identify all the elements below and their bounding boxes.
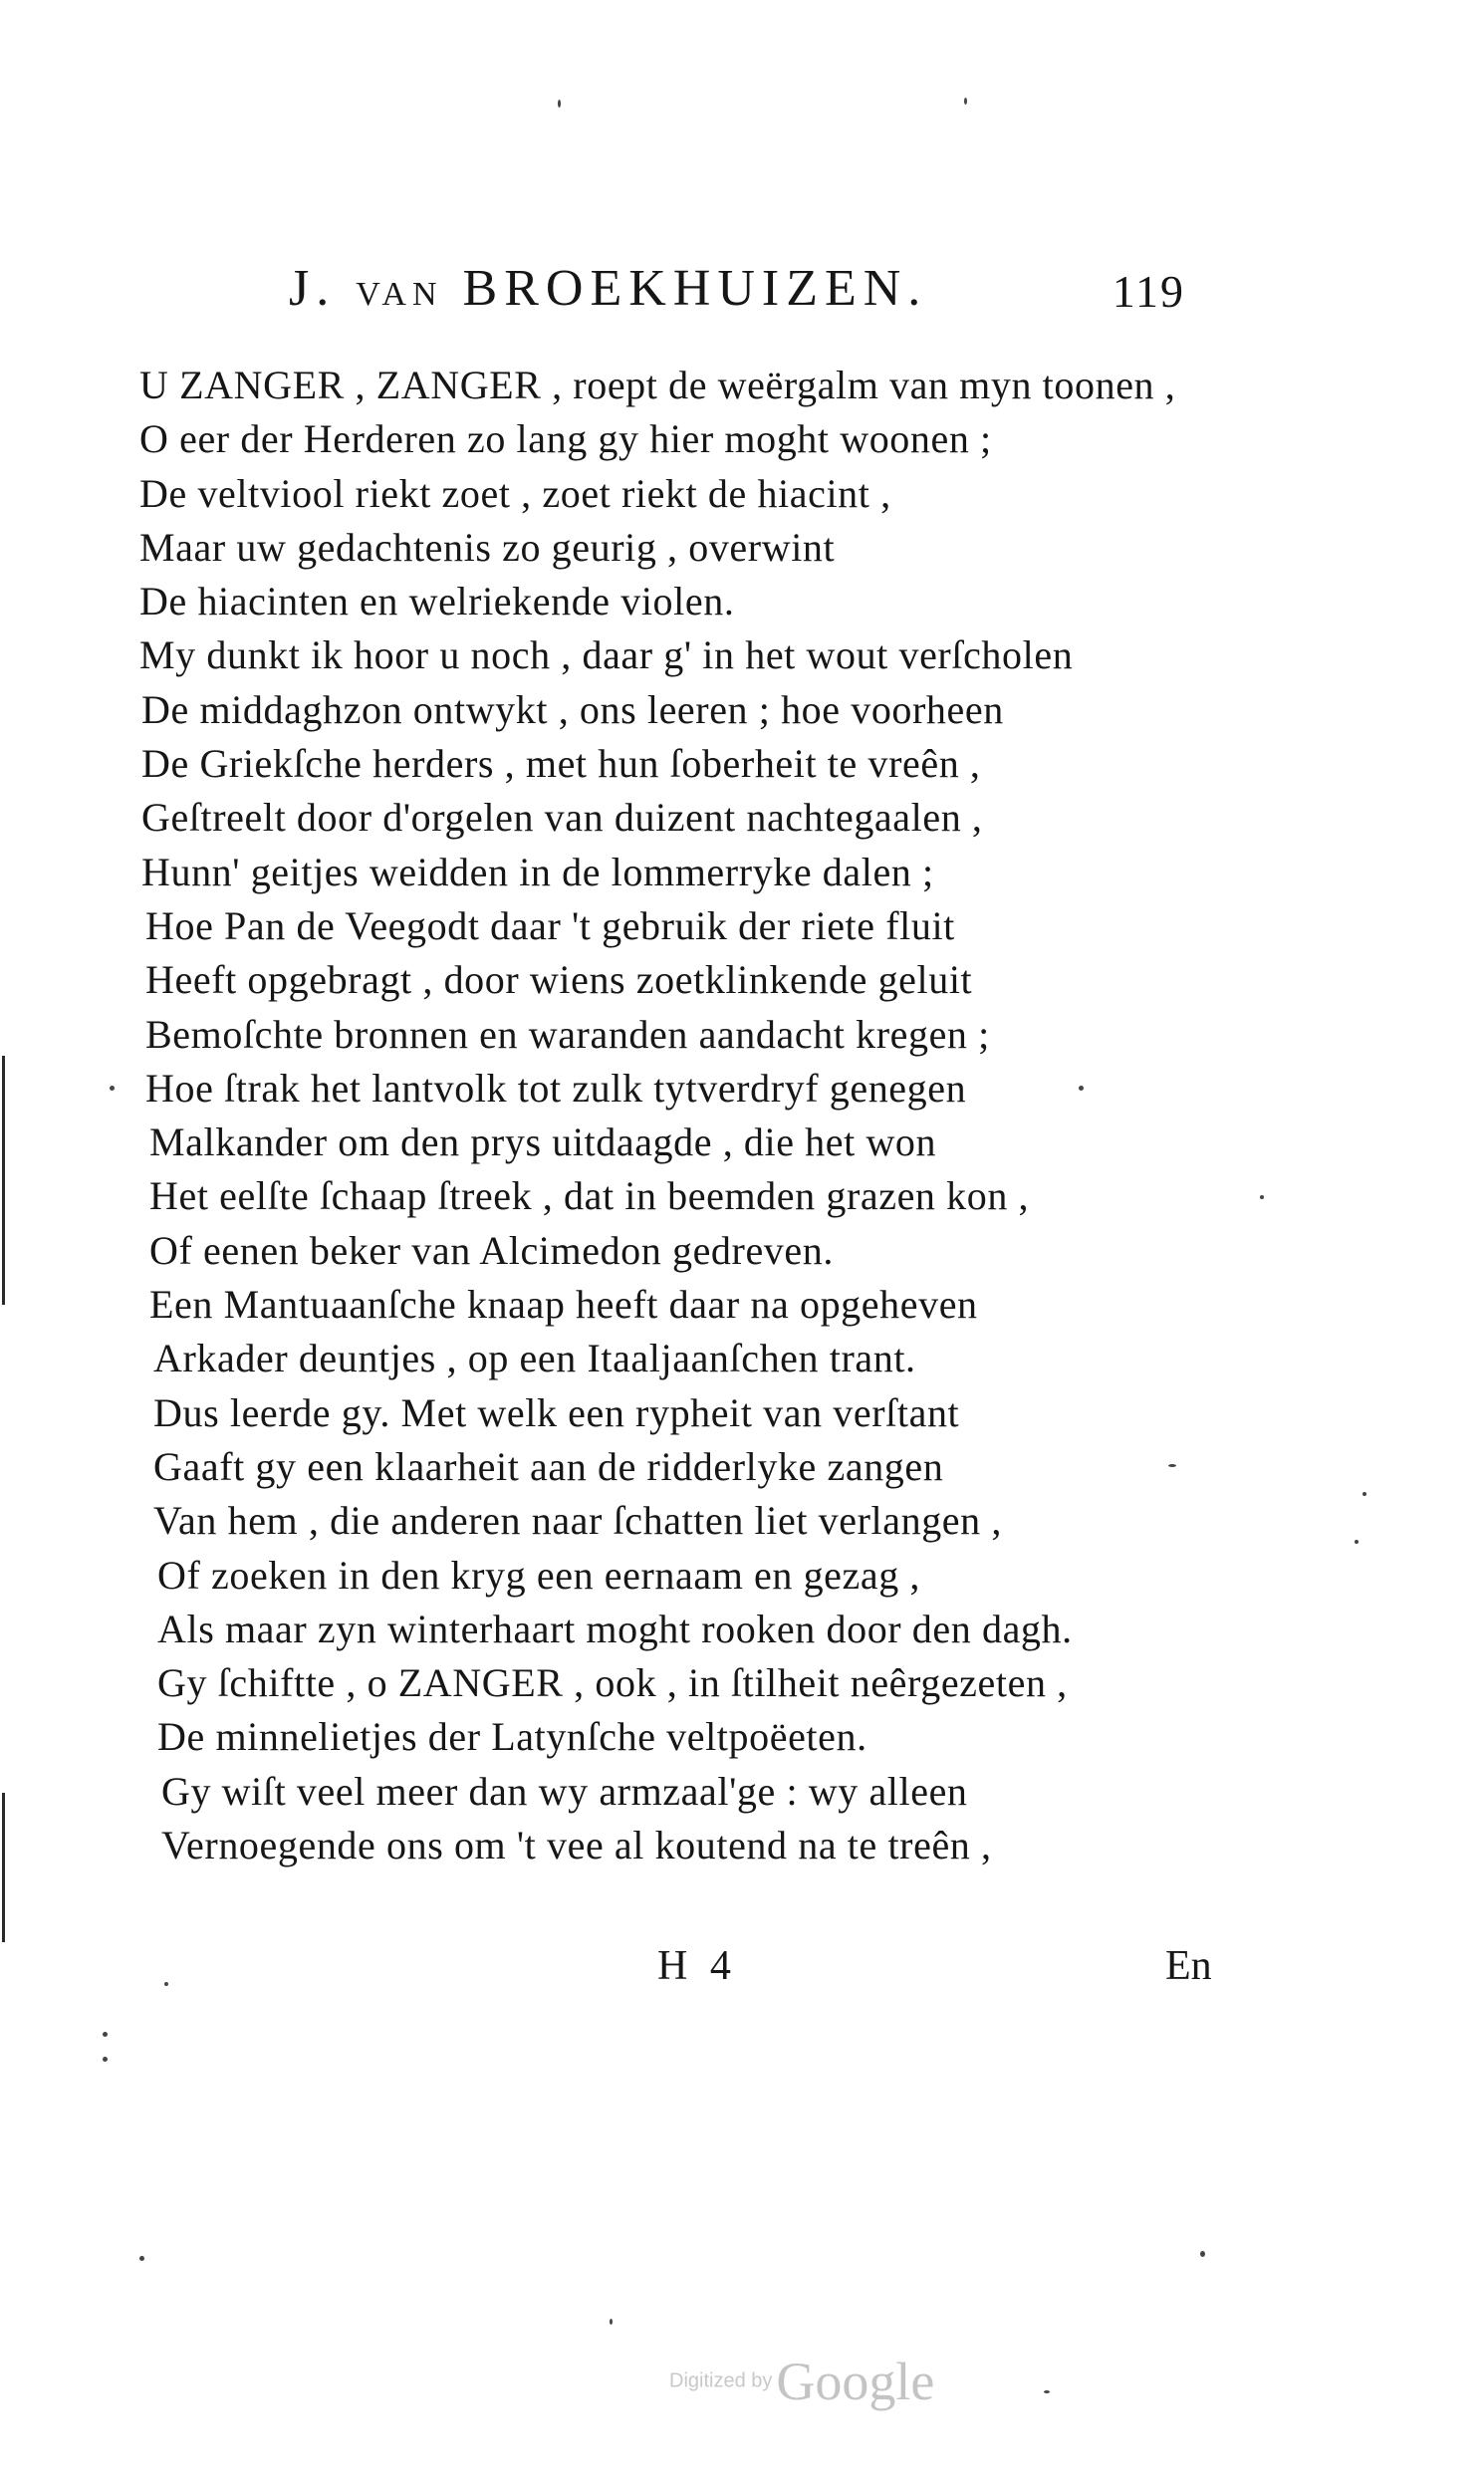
digitization-watermark (669, 2351, 988, 2420)
page-header (289, 259, 1185, 339)
watermark-prefix: Digitized by (669, 2369, 773, 2392)
running-head-surname: BROEKHUIZEN. (462, 260, 928, 317)
signature-mark: H 4 (657, 1943, 737, 1989)
verse-line: De veltviool riekt zoet , zoet riekt de hiacint , (139, 470, 891, 516)
verse-line: Hunn' geitjes weidden in de lommerryke dalen ; (141, 849, 934, 894)
verse-line: Hoe ſtrak het lantvolk tot zulk tytverdryf genegen (145, 1065, 967, 1111)
running-head (289, 259, 927, 318)
verse-line: De minnelietjes der Latynſche veltpoëeten. (157, 1714, 867, 1760)
google-logo: Google (776, 2352, 935, 2411)
scan-speck (110, 1086, 115, 1091)
margin-rule (2, 1056, 5, 1305)
verse-line: Gy ſchiftte , o ZANGER , ook , in ſtilheit neêrgezeten , (157, 1660, 1068, 1706)
scan-speck (1362, 1492, 1366, 1496)
scan-speck (964, 98, 967, 105)
verse-line: Vernoegende ons om 't vee al koutend na te treên , (161, 1823, 992, 1868)
verse-line: Malkander om den prys uitdaagde , die het won (149, 1119, 937, 1165)
verse-line: Van hem , die anderen naar ſchatten liet verlangen , (153, 1498, 1002, 1544)
verse-line: Of eenen beker van Alcimedon gedreven. (149, 1227, 834, 1273)
scan-speck (558, 100, 561, 108)
verse-line: Als maar zyn winterhaart moght rooken door den dagh. (157, 1606, 1073, 1651)
running-head-initial: J. (289, 260, 337, 317)
verse-line: Arkader deuntjes , op een Itaaljaanſchen trant. (153, 1336, 916, 1381)
running-head-particle: VAN (356, 276, 443, 313)
scan-speck (1200, 2251, 1205, 2257)
verse-line: Of zoeken in den kryg een eernaam en gezag , (157, 1552, 921, 1598)
scan-speck (610, 2319, 613, 2325)
verse-line: O eer der Herderen zo lang gy hier moght woonen ; (139, 416, 992, 462)
verse-line: My dunkt ik hoor u noch , daar g' in het wout verſcholen (139, 632, 1074, 678)
verse-line: De Griekſche herders , met hun ſoberheit te vreên , (141, 741, 981, 787)
page-footer (0, 1942, 1484, 2002)
verse-line: Bemoſchte bronnen en waranden aandacht kregen ; (145, 1011, 990, 1057)
verse-line: Heeft opgebragt , door wiens zoetklinkende geluit (145, 957, 973, 1003)
verse-line: De hiacinten en welriekende violen. (139, 579, 735, 624)
verse-line: Een Mantuaanſche knaap heeft daar na opgeheven (149, 1282, 978, 1328)
verse-line: Hoe Pan de Veegodt daar 't gebruik der riete fluit (145, 902, 955, 948)
scan-speck (139, 2256, 144, 2261)
scan-speck (103, 2032, 108, 2037)
verse-line: Maar uw gedachtenis zo geurig , overwint (139, 524, 836, 570)
page-number: 119 (1112, 266, 1185, 317)
verse-line: De middaghzon ontwykt , ons leeren ; hoe voorheen (141, 686, 1004, 732)
scan-speck (1260, 1195, 1264, 1199)
verse-line: Gaaft gy een klaarheit aan de ridderlyke zangen (153, 1443, 944, 1489)
scan-speck (103, 2057, 108, 2062)
verse-line: Het eelſte ſchaap ſtreek , dat in beemden grazen kon , (149, 1173, 1030, 1219)
catchword: En (1165, 1943, 1212, 1989)
verse-line: Dus leerde gy. Met welk een rypheit van verſtant (153, 1389, 960, 1435)
scan-speck (1355, 1540, 1359, 1544)
verse-line: Geſtreelt door d'orgelen van duizent nachtegaalen , (141, 795, 983, 841)
poem-text (139, 359, 1235, 1872)
verse-line: U ZANGER , ZANGER , roept de weërgalm van myn toonen , (139, 363, 1176, 407)
verse-line: Gy wiſt veel meer dan wy armzaal'ge : wy alleen (161, 1768, 968, 1814)
margin-rule (2, 1793, 5, 1942)
scan-speck (1044, 2390, 1050, 2393)
